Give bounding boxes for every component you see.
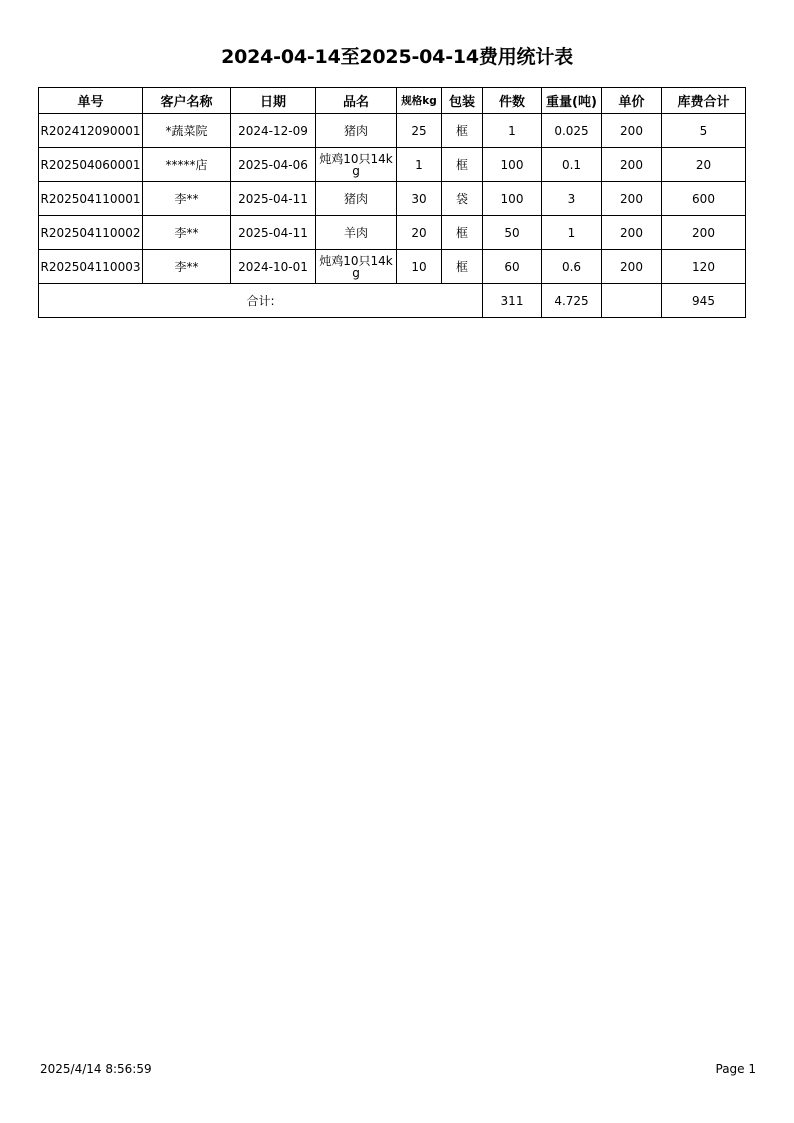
cell-date: 2024-10-01: [231, 250, 316, 284]
report-title: 2024-04-14至2025-04-14费用统计表: [221, 46, 573, 68]
cell-unit-price: 200: [602, 182, 662, 216]
cell-package: 框: [442, 216, 483, 250]
cell-customer: *****店: [143, 148, 231, 182]
cell-storage-total: 600: [662, 182, 746, 216]
cell-spec: 20: [397, 216, 442, 250]
cell-spec: 10: [397, 250, 442, 284]
header-weight: 重量(吨): [542, 88, 602, 114]
header-spec: 规格kg: [397, 88, 442, 114]
cell-unit-price: 200: [602, 148, 662, 182]
cell-weight: 3: [542, 182, 602, 216]
table-row: [39, 216, 746, 250]
cell-customer: *蔬菜院: [143, 114, 231, 148]
cell-package: 袋: [442, 182, 483, 216]
page-number: Page 1: [715, 1062, 756, 1076]
header-date: 日期: [231, 88, 316, 114]
cell-product: 羊肉: [316, 216, 397, 250]
cell-spec: 25: [397, 114, 442, 148]
cell-storage-total: 20: [662, 148, 746, 182]
header-row: [39, 88, 746, 114]
total-storage: 945: [662, 284, 746, 318]
header-product: 品名: [316, 88, 397, 114]
cell-product: 炖鸡10只14kg: [316, 250, 397, 284]
cell-pieces: 100: [483, 182, 542, 216]
header-storage-total: 库费合计: [662, 88, 746, 114]
table-row: [39, 250, 746, 284]
cell-customer: 李**: [143, 216, 231, 250]
cell-order-no: R202504110001: [39, 182, 143, 216]
cell-spec: 30: [397, 182, 442, 216]
total-pieces: 311: [483, 284, 542, 318]
cell-date: 2025-04-06: [231, 148, 316, 182]
cell-pieces: 100: [483, 148, 542, 182]
total-weight: 4.725: [542, 284, 602, 318]
cell-date: 2025-04-11: [231, 216, 316, 250]
cell-unit-price: 200: [602, 216, 662, 250]
cell-customer: 李**: [143, 182, 231, 216]
cell-spec: 1: [397, 148, 442, 182]
header-package: 包装: [442, 88, 483, 114]
cell-weight: 0.1: [542, 148, 602, 182]
table-row: [39, 182, 746, 216]
cell-customer: 李**: [143, 250, 231, 284]
cell-product: 炖鸡10只14kg: [316, 148, 397, 182]
cell-product: 猪肉: [316, 114, 397, 148]
cell-pieces: 60: [483, 250, 542, 284]
print-timestamp: 2025/4/14 8:56:59: [40, 1062, 152, 1076]
header-order-no: 单号: [39, 88, 143, 114]
header-unit-price: 单价: [602, 88, 662, 114]
cell-date: 2024-12-09: [231, 114, 316, 148]
total-unit-price: [602, 284, 662, 318]
cell-order-no: R202504110003: [39, 250, 143, 284]
cell-unit-price: 200: [602, 114, 662, 148]
table-row: [39, 114, 746, 148]
cell-pieces: 50: [483, 216, 542, 250]
header-pieces: 件数: [483, 88, 542, 114]
header-customer: 客户名称: [143, 88, 231, 114]
cell-storage-total: 200: [662, 216, 746, 250]
cell-product: 猪肉: [316, 182, 397, 216]
cell-weight: 0.025: [542, 114, 602, 148]
cell-weight: 0.6: [542, 250, 602, 284]
cell-order-no: R202412090001: [39, 114, 143, 148]
cell-package: 框: [442, 148, 483, 182]
cell-storage-total: 120: [662, 250, 746, 284]
cell-order-no: R202504060001: [39, 148, 143, 182]
cell-date: 2025-04-11: [231, 182, 316, 216]
cell-order-no: R202504110002: [39, 216, 143, 250]
cell-weight: 1: [542, 216, 602, 250]
total-label: 合计:: [39, 284, 483, 318]
fee-statistics-table: [38, 87, 746, 318]
cell-unit-price: 200: [602, 250, 662, 284]
cell-package: 框: [442, 250, 483, 284]
table-row: [39, 148, 746, 182]
cell-package: 框: [442, 114, 483, 148]
cell-pieces: 1: [483, 114, 542, 148]
cell-storage-total: 5: [662, 114, 746, 148]
total-row: [39, 284, 746, 318]
